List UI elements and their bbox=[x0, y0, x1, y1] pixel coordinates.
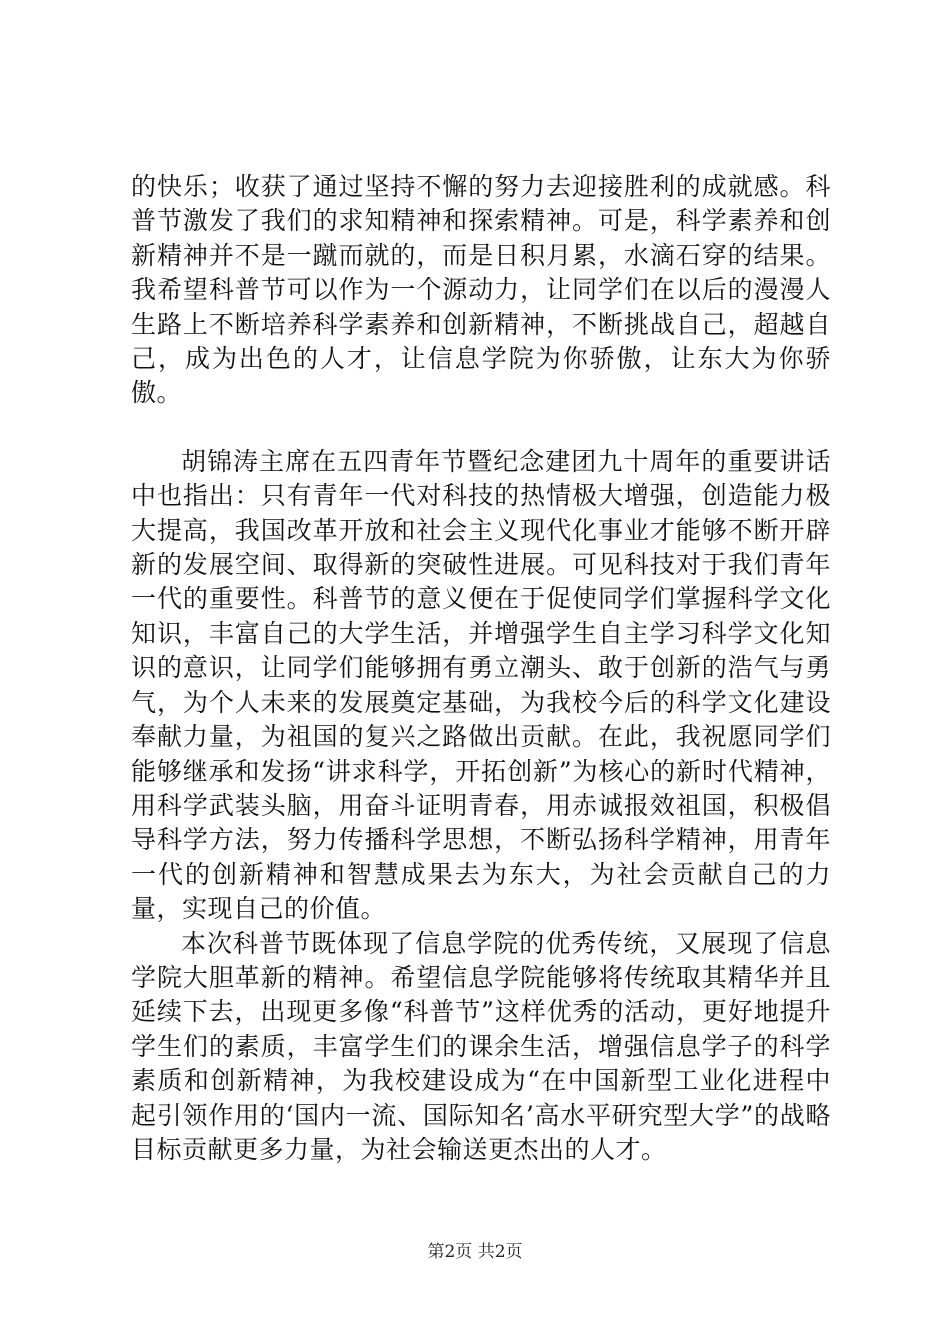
paragraph-gap bbox=[131, 411, 831, 445]
paragraph-speech-quote: 胡锦涛主席在五四青年节暨纪念建团九十周年的重要讲话中也指出：只有青年一代对科技的热情极大增强，创造能力极大提高，我国改革开放和社会主义现代化事业才能够不断开辟新的发展空间、取得新的突破性进展。可见科技对于我们青年一代的重要性。科普节的意义便在于促使同学们掌握科学文化知识，丰富自己的大学生活，并增强学生自主学习科学文化知识的意识，让同学们能够拥有勇立潮头、敢于创新的浩气与勇气，为个人未来的发展奠定基础，为我校今后的科学文化建设奉献力量，为祖国的复兴之路做出贡献。在此，我祝愿同学们能够继承和发扬“讲求科学，开拓创新”为核心的新时代精神，用科学武装头脑，用奋斗证明青春，用赤诚报效祖国，积极倡导科学方法，努力传播科学思想，不断弘扬科学精神，用青年一代的创新精神和智慧成果去为东大，为社会贡献自己的力量，实现自己的价值。 bbox=[131, 446, 831, 924]
document-body bbox=[131, 170, 831, 1167]
page-footer: 第2页 共2页 bbox=[427, 1242, 523, 1262]
paragraph-conclusion: 本次科普节既体现了信息学院的优秀传统，又展现了信息学院大胆革新的精神。希望信息学院能够将传统取其精华并且延续下去，出现更多像“科普节”这样优秀的活动，更好地提升学生们的素质，丰富学生们的课余生活，增强信息学子的科学素质和创新精神，为我校建设成为“在中国新型工业化进程中起引领作用的‘国内一流、国际知名’高水平研究型大学”的战略目标贡献更多力量，为社会输送更杰出的人才。 bbox=[131, 928, 831, 1164]
paragraph-continuation: 的快乐；收获了通过坚持不懈的努力去迎接胜利的成就感。科普节激发了我们的求知精神和探索精神。可是，科学素养和创新精神并不是一蹴而就的，而是日积月累，水滴石穿的结果。我希望科普节可以作为一个源动力，让同学们在以后的漫漫人生路上不断培养科学素养和创新精神，不断挑战自己，超越自己，成为出色的人才，让信息学院为你骄傲，让东大为你骄傲。 bbox=[131, 172, 831, 408]
